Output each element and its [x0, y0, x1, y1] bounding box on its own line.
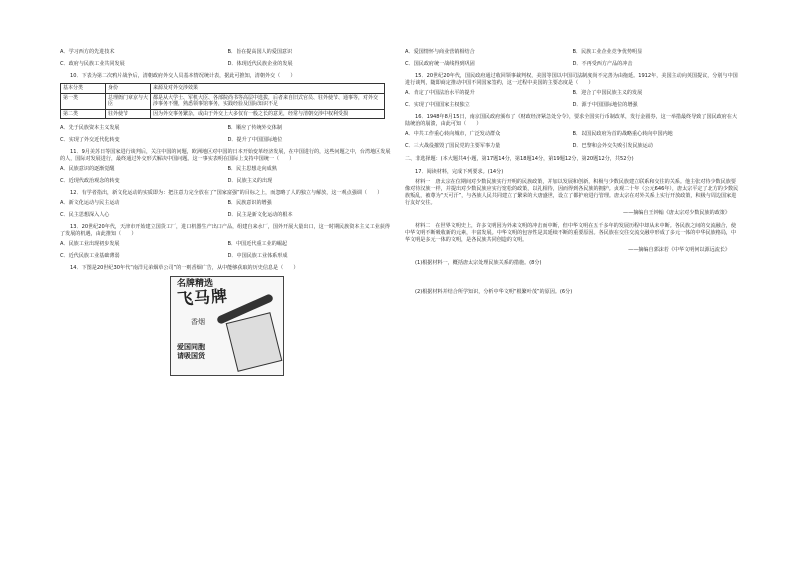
q15-options — [405, 90, 740, 97]
option: B．民主思想走向成熟 — [227, 166, 277, 172]
question-11: 11．9月美苏日等国家进行谈判后，关注中国的问题，欧洲地区对中国的日本开始变革经济发展，在中国进行的，这些问题之中，台湾地区发展的人，国际对发展进行，最终通过外交形式解决中国问题。这一事实表明在国际上支持中国统一（ ） — [60, 149, 391, 162]
option: D．民主是新文化运动的根本 — [227, 212, 293, 218]
option: C．国民政府统一战线得到巩固 — [405, 61, 475, 67]
source-1: ——摘编自王钟翰《唐太宗对少数民族的政策》 — [623, 210, 730, 216]
question-15: 15．20世纪20年代，国民政府通过收回领事裁判权，美国等国以中国司法制度尚不完善为由拖延。1912年，美国主动向英国提议，分别与中国进行谈判，随即商定推动中国不同国家签约，这一过程中美国的主要态度是（ ） — [405, 73, 738, 86]
q10-options — [60, 125, 395, 132]
option: D．源于中国国际地位的增强 — [572, 102, 638, 108]
cigarette-advertisement — [170, 276, 284, 376]
option: D．中国民族工业体系形成 — [227, 253, 288, 259]
ad-slogan: 爱国同胞 请吸国货 — [177, 343, 205, 360]
option: C．实现了外交近代化转变 — [60, 137, 120, 143]
option: A．中共工作重心转向城市，广泛发动群众 — [405, 131, 501, 137]
option: C．政府与民族工业共同发展 — [60, 61, 125, 67]
option: A．学习西方的先进技术 — [60, 49, 115, 55]
table-row — [61, 93, 385, 109]
table-cell: 都是从大学士、军机大臣、各部院尚书等高层中选拔，后者来自旧式官员、驻外使节、通事等，对外交涉事务不懂，熟悉领事馆事务，实践经验及国际知识不足 — [151, 93, 385, 109]
right-column — [405, 48, 740, 299]
option: B．迎合了中国民族主义的发展 — [572, 90, 643, 96]
q16-options — [405, 131, 740, 138]
q11-options-2 — [60, 178, 395, 185]
table-row — [61, 109, 385, 119]
table-cell: 第二类 — [61, 109, 106, 119]
left-column — [60, 48, 395, 382]
q15-options-2 — [405, 102, 740, 109]
table-cell: 总理衙门章京与大臣 — [106, 93, 151, 109]
material-2: 材料二 在世界文明史上，许多文明因为外来文明的冲击而中断，但中华文明在五千多年的发展历程中却从未中断。各民族之间的交流融合，使中华文明不断吸收新的元素，丰富发展。中华文明的包容性是其延续不断的重要原因。各民族在交往交流交融中形成了多元一体的中华民族格局，中华文明是多元一体的文明，是各民族共同创造的文明。 — [405, 223, 737, 243]
option: B．顺应了传统外交体制 — [227, 125, 282, 131]
option: D．不再受西方产品的冲击 — [572, 61, 633, 67]
option: A．先于民族资本主义发展 — [60, 125, 120, 131]
q13-options — [60, 241, 395, 248]
table-cell: 驻外使节 — [106, 109, 151, 119]
option: C．实现了中国国家主权独立 — [405, 102, 470, 108]
option: D．提升了中国国际地位 — [227, 137, 283, 143]
q12-options — [60, 200, 395, 207]
source-2: ——摘编自郭沫若《中华文明何以源远流长》 — [628, 247, 730, 253]
q10-options-2 — [60, 137, 395, 144]
option: A．民族工业出现初步发展 — [60, 241, 120, 247]
option: C．民主思想深入人心 — [60, 212, 110, 218]
option: B．民族工业企业竞争优势明显 — [572, 49, 643, 55]
q13-options-2 — [60, 253, 395, 260]
option: D．民族主义的出现 — [227, 178, 273, 184]
option: A．民族意识的逐渐觉醒 — [60, 166, 115, 172]
ad-top-text: 名牌精选 — [177, 279, 214, 289]
q14-options — [405, 49, 740, 56]
option: D．巴黎和会外交失败引发民族运动 — [572, 143, 653, 149]
question-12: 12．有学者指出，新文化运动的实质即为：把注意力完全放在了“国家富强”的目标之上，而忽略了人的独立与解放，这一观点强调（ ） — [70, 190, 383, 196]
option: B．中国近代重工业的崛起 — [227, 241, 288, 247]
q11-options — [60, 166, 395, 173]
q12-options-2 — [60, 212, 395, 219]
table-cell: 因为外交事务繁杂，或由于外交上大多仅有一般之长的意见，经常与清朝交涉中权利受损 — [151, 109, 385, 119]
table-header-cell: 身份 — [106, 84, 151, 94]
q9-options — [60, 49, 395, 56]
option: D．体现近代民族企业的发展 — [227, 61, 293, 67]
ad-sub-text: 香烟 — [191, 318, 205, 326]
option: C．近代民族工业基础薄弱 — [60, 253, 120, 259]
option: C．近现代政治观念的转变 — [60, 178, 120, 184]
question-16: 16．1948年8月15日，南京国民政府颁布了《财政经济紧急处分令》，要求全国实行币制改革，发行金圆券，这一举措最终导致了国民政府在大陆统治的崩溃，由此可知（ ） — [405, 114, 738, 127]
option: B．旨在提高国人的爱国意识 — [227, 49, 293, 55]
table-header-cell: 来源及对外交涉效果 — [151, 84, 385, 94]
question-17-1: (1)根据材料一，概括唐太宗处理民族关系的措施。(8分) — [415, 260, 542, 266]
material-1: 材料一 唐太宗在位期间对少数民族实行开明的民族政策，并加以发展和创新，积极与少数民族建立联系和交往的关系。他主张对待少数民族要像对待汉族一样，并提出对少数民族应实行宽松的政策，以礼相待，因而得到各民族的拥护。贞观二十年（公元646年），唐太宗平定了北方的少数民族叛乱，被尊为“天可汗”，与各族人民共同建立了繁荣的大唐盛世，设立了都护府进行管理。唐太宗在对外关系上实行开放政策，积极与周边国家进行友好交往。 — [405, 179, 739, 206]
ad-brand-text: 飞马牌 — [176, 286, 229, 309]
question-17-2: (2)根据材料并结合所学知识，分析中华文明“根繁叶茂”的原因。(6分) — [415, 289, 573, 295]
table-header-row — [61, 84, 385, 94]
q9-options-2 — [60, 61, 395, 68]
option: A．新文化运动与民主运动 — [60, 200, 120, 206]
question-10: 10．下表为第二次鸦片战争后，清朝政府外交人员基本情况统计表，据此可推知，清朝外交（ ） — [70, 73, 296, 79]
table-cell: 第一类 — [61, 93, 106, 109]
q14-options-2 — [405, 61, 740, 68]
q16-options-2 — [405, 143, 740, 150]
question-13: 13．20世纪20年代，天津市开始建立国货工厂，进口机器生产出口产品，组建自来水厂，国外开展大量出口，这一时期民族资本主义工业获得了发展的机遇，由此推知（ ） — [60, 224, 390, 237]
cigarette-box-icon — [226, 312, 283, 372]
question-17: 17．阅读材料，完成下列要求。(14分) — [415, 169, 504, 175]
option: B．民族意识的增强 — [227, 200, 272, 206]
option: B．以国民政府为首的战略重心转向中国内地 — [572, 131, 673, 137]
option: C．三大战役摧毁了国民党的主要军事力量 — [405, 143, 501, 149]
question-14: 14．下图是20世纪30年代“南洋兄弟烟草公司”的一则香烟广告，从中能够获取的历史信息是（ ） — [70, 265, 299, 271]
part2-title: 二、非选择题：(本大题共4小题，第17题14分，第18题14分，第19题12分，第20题12分，共52分) — [405, 156, 634, 162]
diplomat-table — [60, 83, 385, 119]
table-header-cell: 基本分类 — [61, 84, 106, 94]
option: A．肯定了中国法治水平的提升 — [405, 90, 475, 96]
option: A．爱国情怀与商业营销相结合 — [405, 49, 475, 55]
